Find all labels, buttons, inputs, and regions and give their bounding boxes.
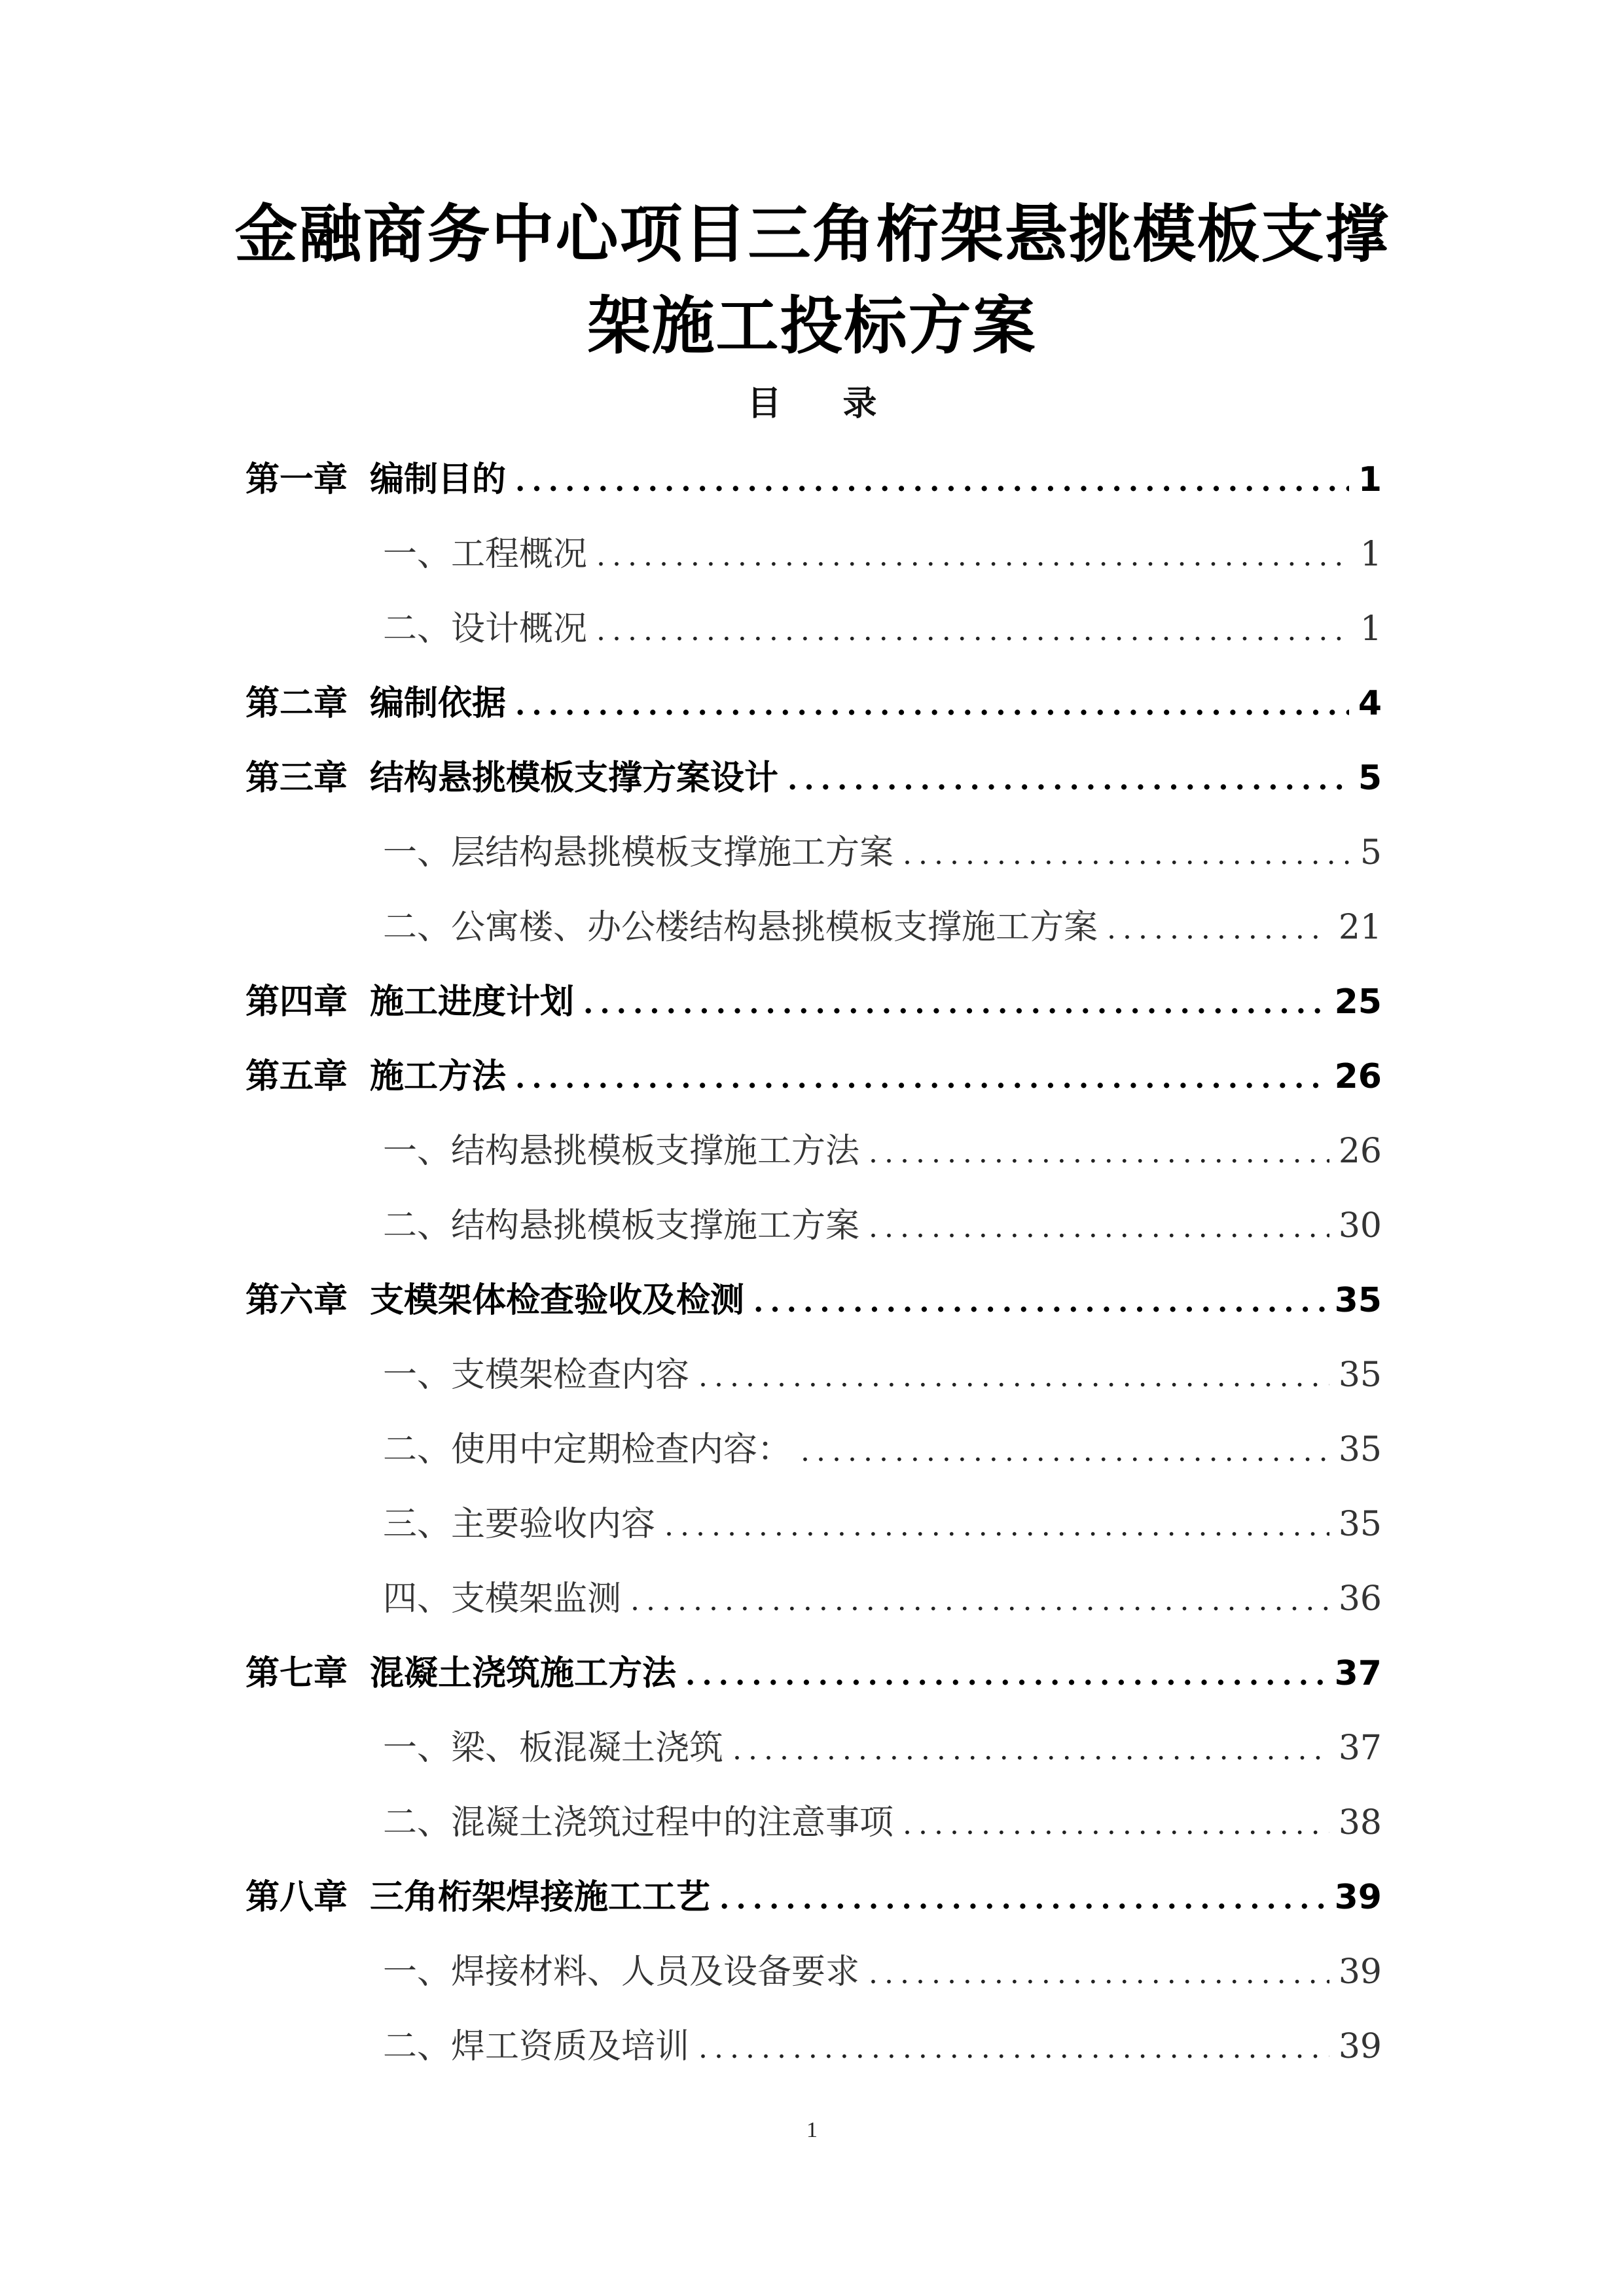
toc-entry-title: 一、梁、板混凝土浇筑 — [383, 1729, 724, 1768]
toc-page-number: 4 — [1358, 684, 1382, 723]
toc-dot-leader — [515, 689, 1349, 722]
toc-entry-title: 结构悬挑模板支撑方案设计 — [370, 759, 779, 798]
toc-entry-title: 编制依据 — [370, 684, 507, 723]
toc-entry-label — [245, 1645, 676, 1695]
toc-page-number: 35 — [1338, 1430, 1382, 1469]
toc-page-number: 39 — [1338, 2027, 1382, 2066]
toc-section-entry[interactable] — [245, 601, 1382, 675]
toc-entry-label — [383, 1347, 689, 1396]
toc-chapter-entry[interactable] — [245, 1272, 1382, 1347]
toc-dot-leader — [903, 838, 1351, 871]
toc-entry-title: 一、结构悬挑模板支撑施工方法 — [383, 1132, 860, 1171]
toc-entry-title: 三角桁架焊接施工工艺 — [370, 1878, 711, 1917]
toc-entry-title: 一、层结构悬挑模板支撑施工方案 — [383, 833, 894, 872]
toc-entry-title: 混凝土浇筑施工方法 — [370, 1654, 677, 1693]
document-title-line-1: 金融商务中心项目三角桁架悬挑模板支撑 — [234, 198, 1390, 271]
toc-entry-title: 施工方法 — [370, 1057, 507, 1096]
toc-chapter-number: 第七章 — [245, 1654, 348, 1693]
toc-chapter-number: 第二章 — [245, 684, 348, 723]
toc-chapter-entry[interactable] — [245, 974, 1382, 1049]
toc-entry-label — [245, 675, 506, 725]
toc-chapter-entry[interactable] — [245, 675, 1382, 750]
toc-section-entry[interactable] — [245, 1347, 1382, 1422]
toc-entry-title: 二、公寓楼、办公楼结构悬挑模板支撑施工方案 — [383, 908, 1098, 947]
toc-dot-leader — [698, 1360, 1329, 1393]
toc-heading: 目 录 — [747, 384, 902, 423]
toc-chapter-entry[interactable] — [245, 1645, 1382, 1720]
toc-page-number: 25 — [1334, 982, 1382, 1022]
toc-section-entry[interactable] — [245, 1422, 1382, 1496]
toc-page-number: 35 — [1338, 1505, 1382, 1544]
toc-entry-label — [383, 526, 587, 575]
toc-dot-leader — [630, 1584, 1329, 1617]
toc-page-number: 37 — [1338, 1729, 1382, 1768]
toc-dot-leader — [596, 539, 1351, 573]
toc-page-number: 36 — [1338, 1579, 1382, 1619]
toc-entry-label — [383, 1795, 893, 1844]
toc-chapter-entry[interactable] — [245, 750, 1382, 825]
toc-entry-label — [383, 1720, 723, 1769]
toc-entry-label — [245, 750, 778, 799]
toc-section-entry[interactable] — [245, 1496, 1382, 1571]
toc-page-number: 21 — [1338, 908, 1382, 947]
toc-dot-leader — [515, 1062, 1326, 1095]
toc-entry-title: 支模架体检查验收及检测 — [370, 1281, 745, 1320]
toc-entry-label — [383, 1496, 655, 1545]
page-number: 1 — [806, 2118, 818, 2142]
table-of-contents — [245, 452, 1382, 2093]
toc-page-number: 5 — [1358, 759, 1382, 798]
toc-dot-leader — [732, 1733, 1329, 1767]
toc-entry-title: 二、设计概况 — [383, 609, 588, 649]
toc-section-entry[interactable] — [245, 526, 1382, 601]
toc-page-number: 1 — [1360, 609, 1382, 649]
toc-entry-label — [245, 1272, 744, 1321]
toc-entry-title: 二、焊工资质及培训 — [383, 2027, 690, 2066]
toc-page-number: 37 — [1334, 1654, 1382, 1693]
toc-section-entry[interactable] — [245, 899, 1382, 974]
toc-section-entry[interactable] — [245, 825, 1382, 899]
toc-entry-title: 一、焊接材料、人员及设备要求 — [383, 1952, 860, 1992]
toc-section-entry[interactable] — [245, 2018, 1382, 2093]
document-title-line-2: 架施工投标方案 — [587, 289, 1037, 363]
toc-page-number: 26 — [1334, 1057, 1382, 1096]
toc-chapter-number: 第五章 — [245, 1057, 348, 1096]
toc-dot-leader — [596, 614, 1351, 647]
toc-dot-leader — [685, 1659, 1326, 1692]
toc-entry-label — [383, 1422, 791, 1471]
toc-section-entry[interactable] — [245, 1720, 1382, 1795]
toc-dot-leader — [787, 763, 1349, 797]
toc-dot-leader — [664, 1509, 1329, 1543]
toc-entry-title: 编制目的 — [370, 460, 507, 499]
toc-entry-title: 三、主要验收内容 — [383, 1505, 656, 1544]
toc-section-entry[interactable] — [245, 1944, 1382, 2018]
toc-page-number: 5 — [1360, 833, 1382, 872]
toc-entry-label — [245, 1049, 506, 1098]
toc-entry-title: 二、结构悬挑模板支撑施工方案 — [383, 1206, 860, 1246]
toc-dot-leader — [903, 1808, 1329, 1841]
toc-entry-label — [245, 974, 574, 1023]
toc-entry-title: 二、混凝土浇筑过程中的注意事项 — [383, 1803, 894, 1842]
toc-entry-label — [383, 1123, 859, 1172]
toc-entry-label — [383, 899, 1098, 948]
toc-dot-leader — [515, 465, 1349, 498]
toc-page-number: 1 — [1358, 460, 1382, 499]
toc-chapter-number: 第四章 — [245, 982, 348, 1022]
toc-dot-leader — [753, 1285, 1326, 1319]
toc-dot-leader — [719, 1882, 1326, 1916]
toc-chapter-number: 第一章 — [245, 460, 348, 499]
toc-page-number: 1 — [1360, 535, 1382, 574]
toc-entry-label — [383, 1944, 859, 1993]
toc-entry-title: 二、使用中定期检查内容： — [383, 1430, 792, 1469]
toc-entry-title: 一、支模架检查内容 — [383, 1355, 690, 1395]
toc-dot-leader — [869, 1957, 1329, 1990]
toc-entry-label — [245, 1869, 710, 1918]
toc-entry-title: 施工进度计划 — [370, 982, 575, 1022]
toc-page-number: 39 — [1334, 1878, 1382, 1917]
toc-page-number: 35 — [1338, 1355, 1382, 1395]
toc-dot-leader — [698, 2032, 1329, 2065]
toc-entry-label — [383, 2018, 689, 2068]
toc-section-entry[interactable] — [245, 1795, 1382, 1869]
toc-dot-leader — [1107, 912, 1329, 946]
toc-entry-title: 四、支模架监测 — [383, 1579, 622, 1619]
toc-chapter-entry[interactable] — [245, 452, 1382, 526]
toc-dot-leader — [869, 1211, 1329, 1244]
toc-entry-label — [383, 825, 893, 874]
toc-page-number: 39 — [1338, 1952, 1382, 1992]
toc-entry-label — [383, 601, 587, 650]
toc-dot-leader — [583, 987, 1326, 1020]
toc-page-number: 30 — [1338, 1206, 1382, 1246]
toc-chapter-number: 第八章 — [245, 1878, 348, 1917]
toc-page-number: 35 — [1334, 1281, 1382, 1320]
toc-dot-leader — [801, 1435, 1329, 1468]
toc-section-entry[interactable] — [245, 1571, 1382, 1645]
toc-entry-title: 一、工程概况 — [383, 535, 588, 574]
toc-chapter-entry[interactable] — [245, 1869, 1382, 1944]
toc-entry-label — [383, 1198, 859, 1247]
toc-entry-label — [245, 452, 506, 501]
toc-chapter-number: 第三章 — [245, 759, 348, 798]
toc-chapter-entry[interactable] — [245, 1049, 1382, 1123]
toc-page-number: 38 — [1338, 1803, 1382, 1842]
toc-page-number: 26 — [1338, 1132, 1382, 1171]
toc-section-entry[interactable] — [245, 1123, 1382, 1198]
toc-section-entry[interactable] — [245, 1198, 1382, 1272]
toc-dot-leader — [869, 1136, 1329, 1170]
toc-chapter-number: 第六章 — [245, 1281, 348, 1320]
toc-entry-label — [383, 1571, 621, 1620]
